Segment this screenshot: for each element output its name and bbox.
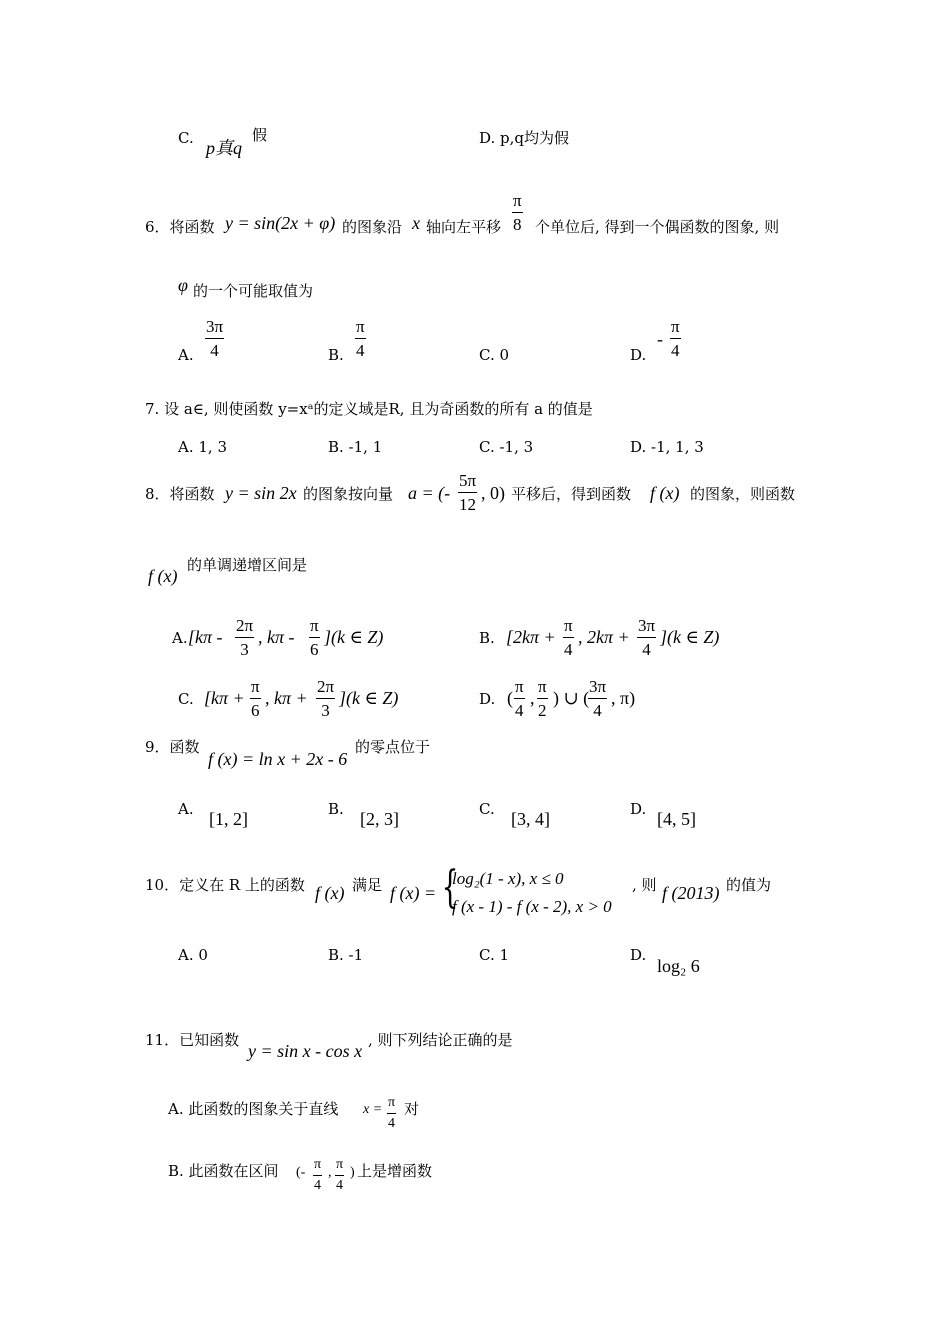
q11-function: y = sin x - cos x [248,1041,363,1061]
q6-option-a-fraction [205,318,224,359]
q8-option-b-label: B. [479,629,495,647]
q11-option-b-frac1-den: 4 [314,1178,322,1193]
q11-option-a-den: 4 [388,1116,396,1131]
q8-option-d-part3: ) ∪ ( [553,688,590,708]
q10-option-a: A. 0 [178,946,208,964]
q10-prefix: 10．定义在 R 上的函数 [145,876,305,894]
q6-option-b-fraction [355,318,366,359]
q6-mid: 的图象沿 [342,218,403,236]
q10-option-c: C. 1 [479,946,510,964]
q6-tail: 个单位后, 得到一个偶函数的图象, 则 [535,218,780,236]
q8-option-a-frac2-den: 6 [310,640,319,659]
q8-option-c-part2: , kπ + [265,688,308,708]
q8-mid2: 平移后，得到函数 [511,485,632,503]
q10-case1: log₂(1 - x), x ≤ 0 [452,869,564,888]
q9-function: f (x) = ln x + 2x - 6 [208,749,348,769]
q8-option-b-frac2-den: 4 [642,640,651,659]
q11-tail: , 则下列结论正确的是 [368,1031,513,1049]
q8-option-c-frac2 [316,678,335,719]
q11-option-a-x: x = [363,1102,383,1117]
q8-option-d-frac2-num: π [537,678,548,699]
q6-axis: x [412,213,420,233]
q8-line2: 的单调递增区间是 [187,556,308,574]
q8-option-c-frac2-den: 3 [321,701,330,720]
q9-option-d-label: D. [630,800,647,818]
q8-option-d-frac3 [588,678,607,719]
q8-fx: f (x) [650,483,680,503]
q11-prefix: 11．已知函数 [145,1031,240,1049]
q8-option-c-part3: ](k ∈ Z) [339,688,399,708]
q8-option-b-frac1-den: 4 [564,640,573,659]
q8-option-a-frac2 [309,617,320,658]
q8-vector-num: 5π [458,472,477,493]
q10-fx: f (x) [315,883,345,903]
q9-tail: 的零点位于 [355,738,431,756]
q9-option-d-value: [4, 5] [657,809,696,829]
q6-phi: φ [178,275,188,295]
q6-line2: 的一个可能取值为 [193,282,314,300]
q8-option-c-frac1 [250,678,261,719]
q6-prefix: 6．将函数 [145,218,215,236]
q11-option-a-fraction [387,1096,396,1131]
q8-option-b-frac2-num: 3π [637,617,656,638]
q6-option-d-den: 4 [671,341,680,360]
q10-f2013: f (2013) [662,883,720,903]
q6-option-a-label: A. [178,346,194,364]
q8-vector: a = (- [408,483,451,503]
q8-option-b-part2: , 2kπ + [578,627,630,647]
q6-shift-fraction [512,192,523,233]
q10-brace-icon: { [441,862,459,913]
q8-option-b-part3: ](k ∈ Z) [660,627,720,647]
q8-option-d-part2: , [530,688,535,708]
q10-mid: 满足 [352,876,383,894]
q8-option-d-frac1-num: π [514,678,525,699]
q9-option-b-value: [2, 3] [360,809,399,829]
q8-option-d-frac1-den: 4 [515,701,524,720]
q11-option-b-frac2-den: 4 [336,1178,344,1193]
q9-prefix: 9．函数 [145,738,200,756]
q10-option-d-label: D. [630,946,647,964]
q11-option-b-part3: ) [350,1165,355,1180]
q8-option-b-frac1 [563,617,574,658]
q8-option-c-frac1-den: 6 [251,701,260,720]
q9-option-b-label: B. [328,800,344,818]
q6-option-d-sign: - [657,329,663,349]
q7-option-d: D. -1, 1, 3 [630,438,704,456]
q6-option-a-num: 3π [205,318,224,339]
q8-option-a-part3: ](k ∈ Z) [324,627,384,647]
q6-option-d-fraction [670,318,681,359]
q8-option-d-frac1 [514,678,525,719]
q9-option-c-value: [3, 4] [511,809,550,829]
q8-vector-fraction [458,472,477,513]
q10-option-d-value: log₂ 6 [657,956,700,976]
q11-option-b-text: B. 此函数在区间 [168,1162,279,1180]
q10-case2: f (x - 1) - f (x - 2), x > 0 [452,897,612,916]
q7-option-c: C. -1, 3 [479,438,534,456]
q6-shift-den: 8 [513,215,522,234]
q7-option-a: A. 1, 3 [178,438,227,456]
q8-option-d-frac2 [537,678,548,719]
q9-option-c-label: C. [479,800,495,818]
q7-stem: 7. 设 a∈, 则使函数 y=xᵃ的定义域是R, 且为奇函数的所有 a 的值是 [145,400,593,418]
q6-mid2: 轴向左平移 [426,218,502,236]
q8-option-a-frac2-num: π [309,617,320,638]
q10-tail: 的值为 [726,876,772,894]
q5-option-d: D. p,q均为假 [479,129,570,147]
q6-option-a-den: 4 [210,341,219,360]
q8-option-d-frac2-den: 2 [538,701,547,720]
q8-option-b-frac2 [637,617,656,658]
q8-option-b-part1: [2kπ + [506,627,556,647]
q5-option-c-label: C. [178,129,194,147]
q11-option-a-text: A. 此函数的图象关于直线 [168,1100,339,1118]
q8-vector-den: 12 [459,495,477,514]
q8-option-c-frac1-num: π [250,678,261,699]
q8-mid: 的图象按向量 [303,485,394,503]
q6-option-b-label: B. [328,346,344,364]
q8-option-c-part1: [kπ + [204,688,245,708]
q8-option-a-frac1 [235,617,254,658]
q5-option-c-math: p真q [206,138,242,158]
q6-option-b-num: π [355,318,366,339]
q11-option-a-num: π [387,1096,396,1114]
q8-tail: 的图象，则函数 [690,485,796,503]
q10-fx2: f (x) = [390,883,437,903]
q8-option-d-part4: , π) [611,688,636,708]
q8-option-a-frac1-den: 3 [240,640,249,659]
q6-shift-num: π [512,192,523,213]
q9-option-a-value: [1, 2] [209,809,248,829]
q9-option-a-label: A. [178,800,194,818]
q5-option-c-tail: 假 [252,126,268,144]
q11-option-b-part2: , [328,1165,332,1180]
q6-option-c: C. 0 [479,346,510,364]
q6-option-b-den: 4 [356,341,365,360]
q6-function: y = sin(2x + φ) [225,213,336,233]
q8-option-a-label: A. [172,629,188,647]
q6-option-d-label: D. [630,346,647,364]
q8-function: y = sin 2x [225,483,297,503]
q8-option-a-part2: , kπ - [258,627,295,647]
q11-option-b-frac2 [335,1158,344,1193]
q8-option-d-frac3-den: 4 [593,701,602,720]
q11-option-b-frac1 [313,1158,322,1193]
q10-mid2: , 则 [632,876,657,894]
q8-option-d-frac3-num: 3π [588,678,607,699]
q8-option-d-label: D. [479,690,496,708]
q8-option-c-frac2-num: 2π [316,678,335,699]
q10-option-b: B. -1 [328,946,364,964]
q8-line2-fx: f (x) [148,566,178,586]
q11-option-b-frac1-num: π [313,1158,322,1176]
q8-option-d-part1: ( [507,688,513,708]
q8-option-a-part1: [kπ - [188,627,223,647]
q6-option-d-num: π [670,318,681,339]
q8-prefix: 8．将函数 [145,485,215,503]
q8-vector-tail: , 0) [481,483,505,503]
q11-option-b-tail: 上是增函数 [357,1162,433,1180]
q11-option-b-frac2-num: π [335,1158,344,1176]
q11-option-a-tail: 对 [404,1100,420,1118]
q8-option-c-label: C. [178,690,194,708]
q8-option-a-frac1-num: 2π [235,617,254,638]
q7-option-b: B. -1, 1 [328,438,383,456]
q8-option-b-frac1-num: π [563,617,574,638]
q11-option-b-part1: (- [296,1165,306,1180]
